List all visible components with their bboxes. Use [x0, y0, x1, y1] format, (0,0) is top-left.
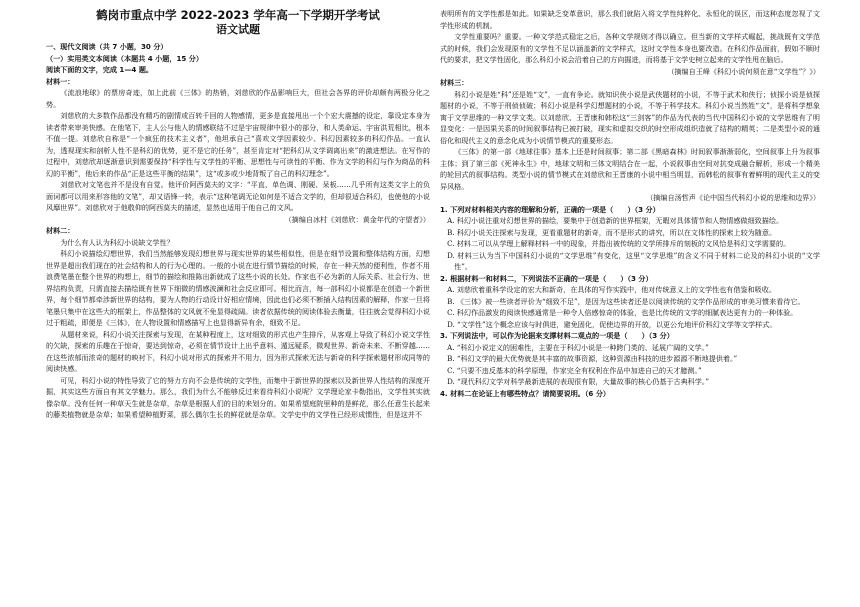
question-3-option-a: A. “科幻小说定义的困难性，主要在于科幻小说是一种跨门类的、延展广阔的文学。”: [447, 342, 709, 352]
material-2-source: （摘编自王峰《科幻小说何须在意“文学性”？》）: [667, 66, 820, 76]
material-2-paragraph: 文学性重要吗？重要。一种文学范式稳定之后，各种文学规则才得以确立。但当新的文学样式崛起，挑战既有文学范式的时候，我们会发现原有的文学性不足以涵盖新的文学样式，这时文学性本身也要改造。在科幻作品面前，假如不顺时代的要求，把文学性固化，那么科幻小说会沿着自己的方向掘进，而将基于文学史树立起来的文学性甩在脑后。: [440, 32, 820, 64]
material-2-continuation: 表明所有的文学性都是如此。如果缺乏变革意识，那么我们就陷入将文学性纯粹化、永恒化的误区，而这种态度忽视了文学性形成的机制。: [440, 9, 820, 30]
material-2-question: 为什么有人认为科幻小说缺文学性？: [60, 237, 174, 247]
material-1-paragraph: 刘慈欣的大多数作品都没有精巧的剧情或百转千回的人物感情，更多是直接甩出一个个宏大震撼的设定，靠设定本身为读者带来审美快感。在他笔下，主人公与他人的情感联结不过是宇宙规律中很小的部分，和人类命运、宇宙洪荒相比，根本不值一提。刘慈欣自称是“一个疯狂的技术主义者”，他坦承自己“喜欢文学因素较少、科幻因素较多的科幻作品。一直认为，透视现实和剖析人性不是科幻的优势，更不是它的任务”，甚至肯定对“把科幻从文学调离出来”的激进想法。在写作的过程中，刘慈欣却逐渐意识到需要保持“科学性与文学性的平衡、思想性与可读性的平衡、作为文学的科幻与作为商品的科幻的平衡”，他后来的作品“正是这些平衡的结果”，这“或多或少地背叛了自己的科幻理念”。: [46, 111, 430, 178]
material-1-paragraph: 《流浪地球》的票房奇迹，加上此前《三体》的热销，刘慈欣的作品影响巨大，但社会各界的评价却颇有两极分化之势。: [46, 88, 430, 109]
question-3-stem: 3. 下列说法中，可以作为论据来支撑材料二观点的一项是（ ）（3 分）: [440, 331, 674, 340]
material-3-label: 材料三：: [440, 78, 469, 87]
question-1-option-d: D. 材料三认为当下中国科幻小说的“文学思维”有变化，这里“文学思维”的含义不同于材料二论及的科幻小说的“文学性”。: [447, 250, 820, 271]
material-3-paragraph: 《三体》的第一部《地球往事》基本上还是时间叙事；第二部《黑暗森林》时间叙事渐渐弱化，空间叙事上升为叙事主体；到了第三部《死神永生》中，地球文明和三体文明结合在一起，小说叙事由空间对抗变成融合解析，形成一个精美的轮回式的叙事结构。类型小说的情节模式在刘慈欣和王晋康的小说中相当明显，而韩松的叙事有着鲜明的现代主义的变异风格。: [440, 147, 820, 191]
question-3-option-d: D. “现代科幻文学对科学最新进展的表现很有限，大量故事的核心仍基于古典科学。”: [447, 377, 710, 386]
material-2-label: 材料二：: [46, 226, 75, 235]
question-2-stem: 2. 根据材料一和材料二，下列说法不正确的一项是（ ）（3 分）: [440, 273, 653, 283]
subsection-heading: （一）实用类文本阅读（本题共 4 小题，15 分）: [46, 53, 203, 63]
exam-subtitle: 语文试题: [216, 23, 260, 36]
question-1-option-b: B. 科幻小说关注探索与发现，更看重题材的新奇，而不是形式的讲究，所以在文体性的探索上较为随意。: [447, 227, 777, 237]
reading-instruction: 阅读下面的文字，完成 1—4 题。: [46, 65, 154, 74]
material-2-paragraph: 从题材来说，科幻小说关注探索与发现，在某种程度上，这对细致的形式也产生排斥，从客观上导致了科幻小说文学性的欠缺，探索的乐趣在于惊奇，要达到惊奇，必须在情节设计上出乎意料、遁远疑系，微观世界、新奇未来、不断穿越……在这些浓郁而浓奇的题材的映衬下，科幻小说对形式的探索并不用力，因为形式探索无法与新奇的科学探索题材形成同等的阅读快感。: [46, 329, 430, 373]
material-1-label: 材料一：: [46, 76, 75, 86]
question-1-stem: 1. 下列对材料相关内容的理解和分析，正确的一项是（ ）（3 分）: [440, 204, 660, 214]
material-1-source: （摘编自冰村《刘慈欣：黄金年代的守望者》）: [284, 214, 430, 224]
left-column: [46, 8, 430, 421]
material-2-paragraph: 科幻小说描绘幻想世界，我们当然能够发现幻想世界与现实世界的某些相似性，但是在细节设置和整体结构方面，幻想世界是超出我们现在的社会结构和人的行为心理的。一般的小说在进行情节描绘的时候，存在一种天然的便利性，作者不用浪费笔墨在整个世界的构想上，细节的描绘和推陈出新就成了这些小说的长处。作家也不必为新的人际关系、社会行为、世界结构负责，只需直接去描绘既有世界下细微的情感波澜和社会反应即可。相比而言，每一部科幻小说都是在创造一个新世界，每个细节都牵涉新世界的结构，要为人物的行动设计好相应情境，因此也们必须不断插入结构因素的解释，作家一旦将笔墨只集中在这些大的框架上，作品整体的文风就不免显得疏阔。读者依据传统的阅读体验去衡量，往往就会觉得科幻小说过于粗疏，即便是《三体》，在人物设置和情感描写上也显得新异有余，细致不足。: [46, 249, 430, 327]
material-2-paragraph: 可见，科幻小说的特性导致了它的努力方向不会是传统的文学性，而集中于新世界的探索以及新世界人性结构的深度开掘，其实这些方面自有其文学魅力。那么，我们为什么不能够反过来看待科幻小说呢？文学理论家卡勒指出，文学性其实就像杂草。没有任何一种草天生就是杂草，杂草是根据人们的目的来划分的。如果希望庭院里种的是鲜花，那么任意生长起来的藤类植物就是杂草；如果希望种植野菜，那么偶尔生长的鲜花就是杂草。文学史中的文学性已经形成惯性，但是这并不: [46, 375, 430, 419]
material-1-paragraph: 刘慈欣对文笔也并不是没有自觉。他评价阿西莫夫的文字：“平直、单色调、刚硬、呆板……几乎所有这类文字上的负面词都可以用来形容他的文笔”，却又语锋一转，表示“这种笔调无论如何是不适合文学的，但却很适合科幻，也使他的小说风靡世界”。刘慈欣对于他敬仰的阿西莫夫的描述，显然也适用于他自己的文风。: [46, 180, 430, 212]
question-4-stem: 4. 材料二在论证上有哪些特点？请简要说明。（6 分）: [440, 388, 611, 398]
question-3-option-c: C. “只要不违反基本的科学原理，作家完全有权利在作品中加进自己的天才臆测。”: [447, 365, 702, 375]
question-1-option-c: C. 材料二可以从学理上解释材料一中的现象，并指出被传统的文学所排斥的刻板的文风恰是科幻文学需要的。: [447, 239, 791, 248]
question-1-option-a: A. 科幻小说注重对幻想世界的描绘，要集中于创造新的世界框架，无暇对具体情节和人物情感做细致描绘。: [447, 216, 784, 225]
question-2-option-a: A. 刘慈欣着重科学设定的宏大和新奇，在具体的写作实践中，他对传统意义上的文学性也有借鉴和吸收。: [447, 285, 776, 294]
question-2-option-c: C. 科幻作品激发的阅读快感通常是一种令人倍感惊奇的体验，也是比传统的文学的细腻表达更有力的一种体验。: [447, 308, 798, 317]
section-heading: 一、现代文阅读（共 7 小题，30 分）: [46, 42, 168, 51]
right-column: [440, 8, 820, 399]
question-3-option-b: B. “科幻文学的最大优势就是其丰富的故事资源，这种资源由科技的进步源源不断地提供着。”: [447, 354, 738, 363]
material-3-source: （摘编自汤哲声《论中国当代科幻小说的思维和边界》）: [646, 193, 820, 202]
question-2-option-b: B. 《三体》被一些读者评价为“细致不足”，是因为这些读者还是以阅读传统的文学作品形成的审美习惯来看待它。: [447, 296, 805, 306]
question-2-option-d: D. “文学性”这个概念应该与时俱进，避免固化，促使边界的开放，以更公允地评价科幻文学等文学样式。: [447, 319, 777, 329]
material-3-paragraph: 科幻小说是姓“科”还是姓“文”，一直有争论。就知识侠小说是武侠题材的小说，不等于武术和侠行；侦探小说是侦探题材的小说，不等于刑侦侦破；科幻小说是科学幻想题材的小说，不等于科学技术。科幻小说当然姓“文”，是将科学想象寓于文学思维的一种文学文类。以刘慈欣、王晋康和韩松这“三剑客”的作品为代表的当代中国科幻小说的文学思维有了明显变化：一是因果关系的时间叙事结构已被打破，现实和虚拟交织的时空形成组织造就了结构的精英；二是类型小说的通俗化和现代主义的意念化成为小说情节模式的重要形态。: [440, 89, 820, 145]
exam-title: 鹤岗市重点中学 2022-2023 学年高一下学期开学考试: [96, 8, 380, 22]
